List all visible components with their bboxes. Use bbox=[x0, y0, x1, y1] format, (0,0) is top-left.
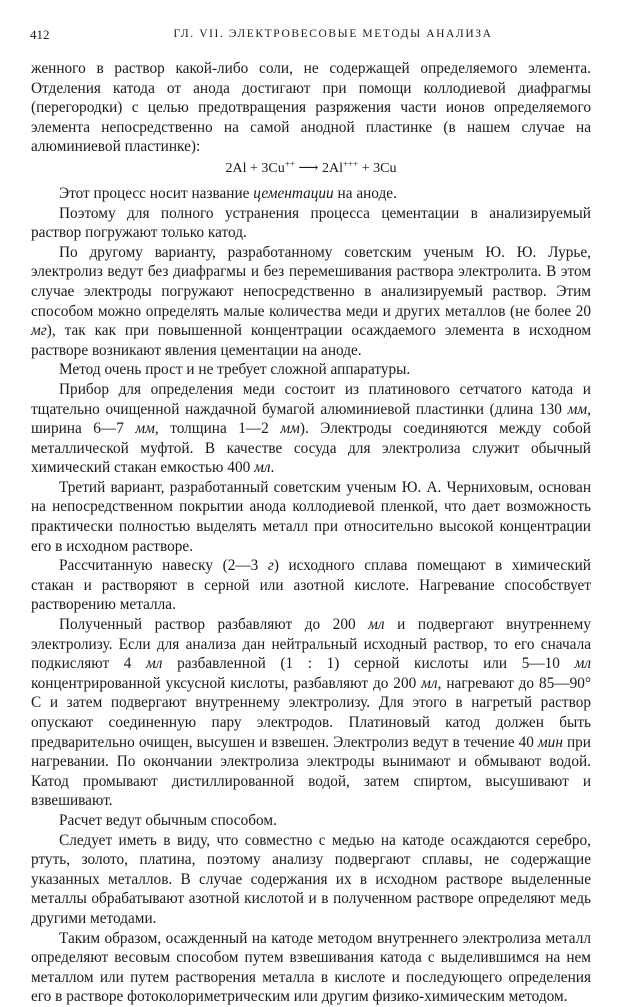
body-text bbox=[31, 59, 591, 1007]
chemical-equation bbox=[31, 159, 591, 179]
paragraph bbox=[31, 360, 591, 380]
italic-term: мм bbox=[567, 400, 588, 418]
paragraph bbox=[31, 831, 591, 929]
text-run: Следует иметь в виду, что совместно с медью на катоде осаждаются серебро, ртуть, золото, платина, поэтому анализу подвергают сплавы, не содержащие указанных металлов. В случае содержания их в исходном растворе выделенные металлы обрабатывают азотной кислотой и в полученном растворе определяют медь другими методами. bbox=[31, 831, 591, 927]
text-run: Третий вариант, разработанный советским ученым Ю. А. Черниховым, основан на непосредственном покрытии анода коллодиевой пленкой, что дает возможность практически полностью выделять металл при относительно высокой концентрации его в исходном растворе. bbox=[31, 478, 591, 555]
text-run: 2Al + 3Cu bbox=[225, 160, 285, 176]
italic-term: цементации bbox=[253, 184, 334, 202]
paragraph bbox=[31, 811, 591, 831]
text-run: , толщина 1—2 bbox=[154, 420, 281, 438]
italic-term: мл bbox=[574, 655, 591, 673]
text-run: Метод очень прост и не требует сложной аппаратуры. bbox=[59, 361, 411, 379]
text-run: концентрированной уксусной кислоты, разбавляют до 200 bbox=[31, 674, 422, 692]
superscript-charge: ++ bbox=[284, 158, 295, 169]
text-run: Поэтому для полного устранения процесса цементации в анализируемый раствор погружают только катод. bbox=[31, 204, 591, 242]
italic-term: мл bbox=[254, 459, 271, 477]
paragraph bbox=[31, 615, 591, 811]
italic-term: мл bbox=[421, 674, 438, 692]
text-run: на аноде. bbox=[333, 184, 397, 202]
paragraph bbox=[31, 184, 591, 204]
text-run: Рассчитанную навеску (2—3 bbox=[59, 557, 268, 575]
text-run: ), так как при повышенной концентрации осаждаемого элемента в исходном растворе возникают явления цементации на аноде. bbox=[31, 322, 591, 359]
text-run: Расчет ведут обычным способом. bbox=[59, 811, 277, 829]
page-number: 412 bbox=[30, 27, 50, 42]
italic-term: мм bbox=[135, 420, 155, 438]
paragraph bbox=[31, 59, 591, 157]
text-run: Этот процесс носит название bbox=[59, 184, 254, 202]
paragraph bbox=[31, 204, 591, 243]
text-run: Таким образом, осажденный на катоде методом внутреннего электролиза металл определяют весовым способом путем взвешивания катода с выделившимся на нем металлом или путем растворения металла в кислоте и последующего определения его в растворе фотоколориметрическим или другим физико-химическим методом. bbox=[31, 929, 591, 1006]
italic-term: мин bbox=[537, 733, 563, 751]
text-run: По другому варианту, разработанному советским ученым Ю. Ю. Лурье, электролиз ведут без диафрагмы и без перемешивания раствора электролита. В этом случае электроды погружают непосредственно в анализируемый раствор. Этим способом можно определять малые количества меди и других металлов (не более 20 bbox=[31, 243, 591, 320]
italic-term: г bbox=[267, 557, 274, 575]
text-run: разбавленной (1 : 1) серной кислоты или 5—10 bbox=[162, 655, 575, 673]
text-run: при нагревании. По окончании электролиза электроды вынимают и обмывают водой. Катод промывают дистиллированной водой, затем спиртом, высушивают и взвешивают. bbox=[31, 733, 591, 810]
italic-term: мл bbox=[146, 655, 163, 673]
text-run: и подвергают внутреннему электролизу. Если для анализа дан нейтральный исходный раствор, то его сначала подкисляют 4 bbox=[31, 616, 591, 673]
text-run: . bbox=[270, 459, 275, 477]
paragraph bbox=[31, 478, 591, 556]
text-run: , нагревают до 85—90° С и затем подвергают внутреннему электролизу. Для этого в нагретый раствор опускают соединенную пару электродов. Платиновый катод должен быть предварительно очищен, высушен и взвешен. Электролиз ведут в течение 40 bbox=[31, 674, 591, 751]
italic-term: мг bbox=[31, 322, 47, 340]
italic-term: мм bbox=[280, 420, 300, 438]
text-run: Прибор для определения меди состоит из платинового сетчатого катода и тщательно очищенной наждачной бумагой алюминиевой пластинки (длина 130 bbox=[31, 380, 591, 418]
text-run: ) исходного сплава помещают в химический стакан и растворяют в серной или азотной кислоте. Нагревание способствует растворению металла. bbox=[31, 557, 591, 614]
text-run: , ширина 6—7 bbox=[31, 400, 591, 438]
text-run: + 3Cu bbox=[358, 160, 397, 176]
text-run: ⟶ 2Al bbox=[294, 160, 343, 176]
paragraph bbox=[31, 929, 591, 1007]
paragraph bbox=[31, 380, 591, 478]
superscript-charge: +++ bbox=[343, 158, 359, 169]
text-run: Полученный раствор разбавляют до 200 bbox=[59, 616, 369, 634]
page-header bbox=[30, 27, 592, 45]
paragraph bbox=[31, 556, 591, 615]
italic-term: мл bbox=[368, 616, 385, 634]
text-run: ). Электроды соединяются между собой металлической муфтой. В качестве сосуда для электролиза служит обычный химический стакан емкостью 400 bbox=[31, 420, 591, 477]
running-title: ГЛ. VII. ЭЛЕКТРОВЕСОВЫЕ МЕТОДЫ АНАЛИЗА bbox=[173, 28, 493, 40]
text-run: женного в раствор какой-либо соли, не содержащей определяемого элемента. Отделения катода от анода достигают при помощи коллодиевой диафрагмы (перегородки) с целью предотвращения разряжения части ионов определяемого элемента непосредственно на самой анодной пластинке (в нашем случае на алюминиевой пластинке): bbox=[31, 60, 591, 156]
paragraph bbox=[31, 243, 591, 361]
